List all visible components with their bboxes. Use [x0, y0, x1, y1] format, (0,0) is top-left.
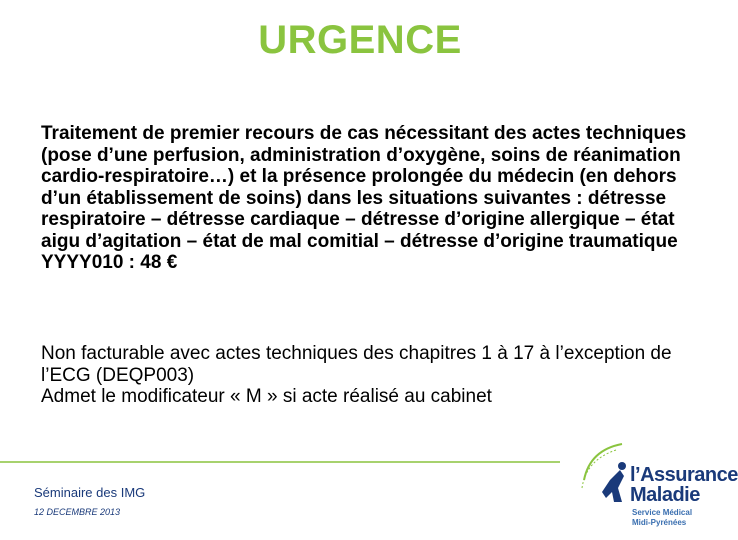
- logo-service-line1: Service Médical: [632, 508, 693, 517]
- logo-name-line2: Maladie: [630, 484, 700, 506]
- billing-note-modifier: Admet le modificateur « M » si acte réalisé au cabinet: [41, 386, 492, 407]
- slide-title: URGENCE: [258, 18, 462, 62]
- urgence-description: Traitement de premier recours de cas nécessitant des actes techniques (pose d’une perfusion, administration d’oxygène, soins de réanimation cardio-respiratoire…) et la présence prolongée du médecin (en dehors d’un établissement de soins) dans les situations suivantes : détresse respiratoire – détresse cardiaque – détresse d’origine allergique – état aigu d’agitation – état de mal comitial – détresse d’origine traumatique YYYY010 : 48 €: [41, 123, 687, 273]
- logo-service-line2: Midi-Pyrénées: [632, 518, 687, 527]
- billing-note-restriction: Non facturable avec actes techniques des chapitres 1 à 17 à l’exception de l’ECG (DEQP003): [41, 343, 672, 386]
- assurance-maladie-logo: [576, 440, 738, 536]
- logo-name-line1: l’Assurance: [630, 464, 738, 486]
- billing-notes: [41, 343, 691, 408]
- footer-seminar: Séminaire des IMG: [34, 485, 146, 500]
- footer-date: 12 DECEMBRE 2013: [34, 507, 121, 517]
